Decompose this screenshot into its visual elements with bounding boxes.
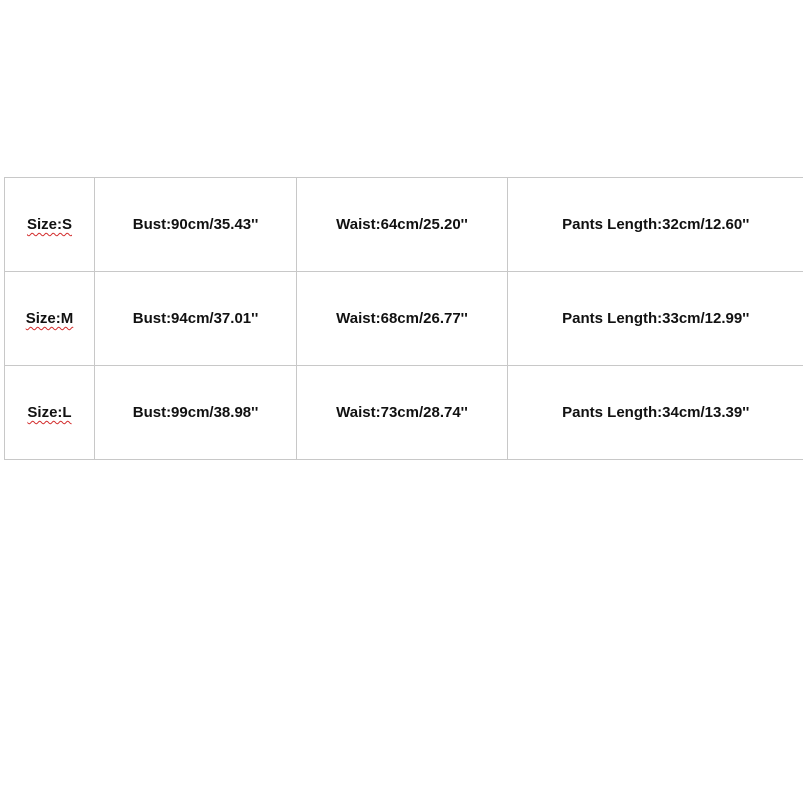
table-row bbox=[5, 178, 803, 272]
size-cell bbox=[5, 366, 95, 460]
size-cell bbox=[5, 178, 95, 272]
size-label: Size:M bbox=[25, 310, 74, 327]
size-label: Size:S bbox=[26, 216, 72, 233]
pants-length-cell: Pants Length:34cm/13.39'' bbox=[508, 366, 803, 460]
waist-cell: Waist:68cm/26.77'' bbox=[297, 272, 508, 366]
table-row bbox=[5, 366, 803, 460]
size-label: Size:L bbox=[27, 404, 72, 421]
bust-cell: Bust:99cm/38.98'' bbox=[95, 366, 297, 460]
bust-cell: Bust:90cm/35.43'' bbox=[95, 178, 297, 272]
table-row bbox=[5, 272, 803, 366]
pants-length-cell: Pants Length:32cm/12.60'' bbox=[508, 178, 803, 272]
waist-cell: Waist:64cm/25.20'' bbox=[297, 178, 508, 272]
waist-cell: Waist:73cm/28.74'' bbox=[297, 366, 508, 460]
bust-cell: Bust:94cm/37.01'' bbox=[95, 272, 297, 366]
pants-length-cell: Pants Length:33cm/12.99'' bbox=[508, 272, 803, 366]
size-cell bbox=[5, 272, 95, 366]
size-chart-table bbox=[4, 177, 803, 460]
